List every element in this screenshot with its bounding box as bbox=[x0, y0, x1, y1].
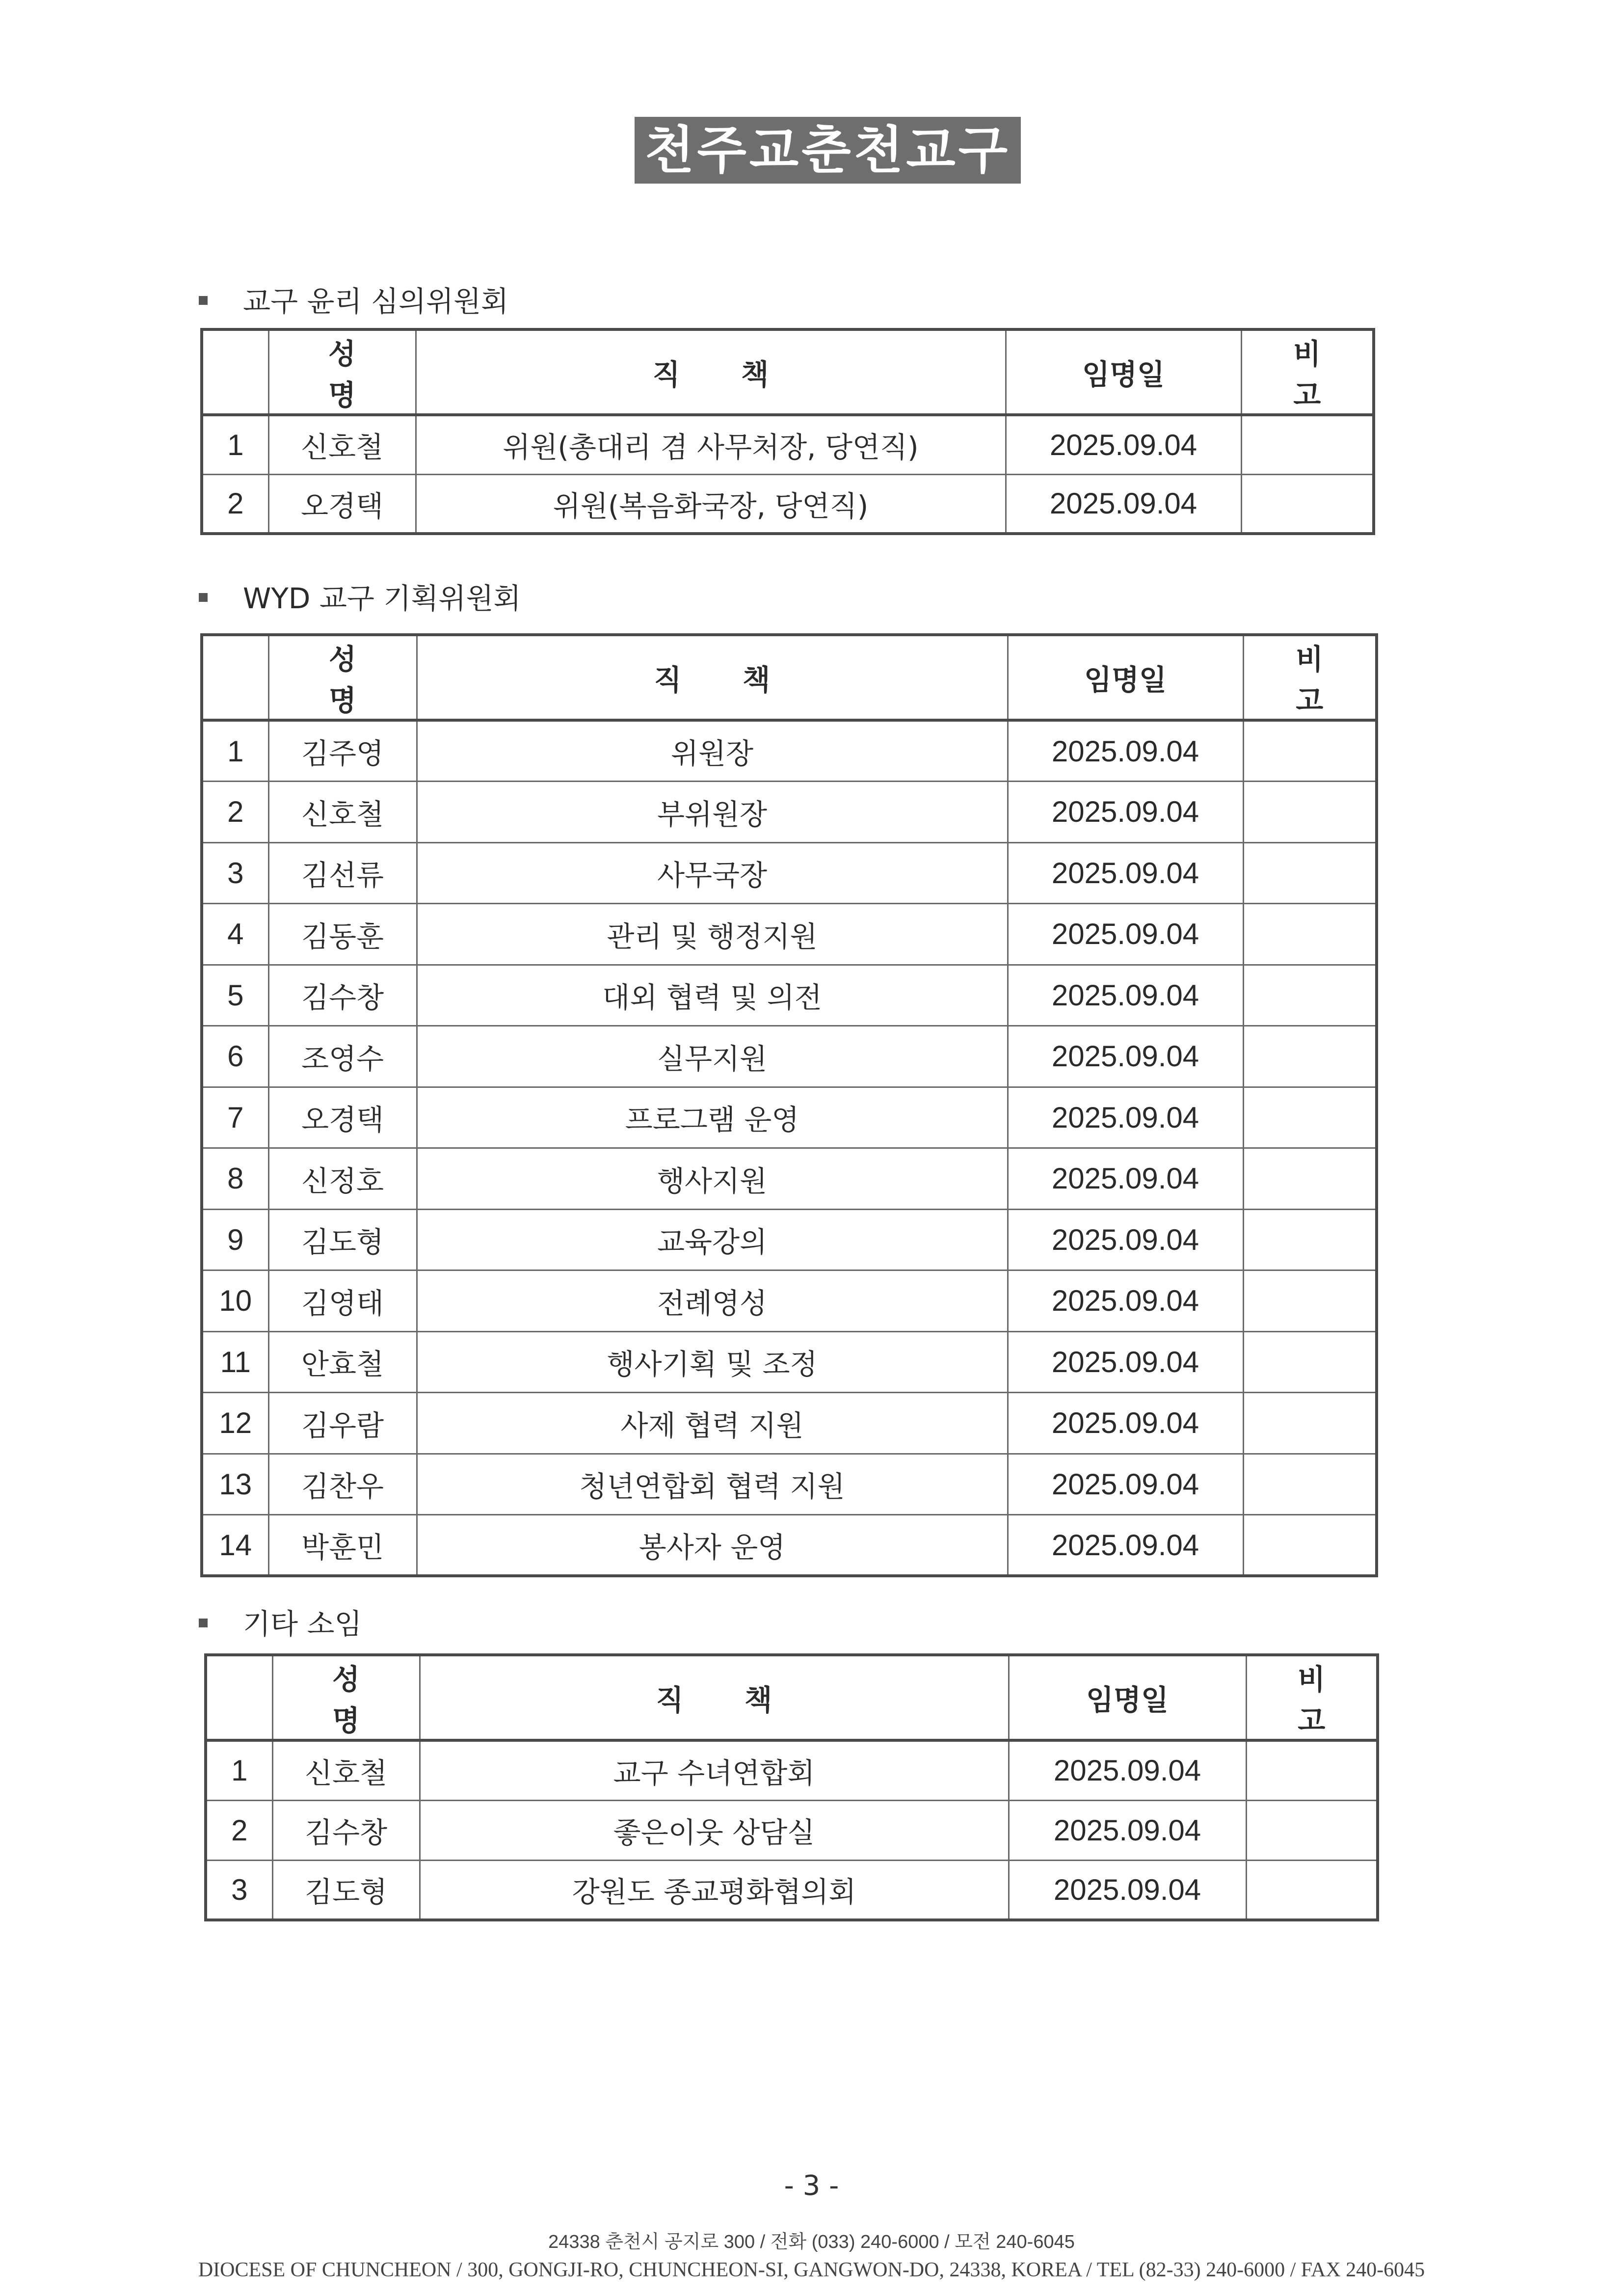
appointment-date: 2025.09.04 bbox=[1008, 1393, 1243, 1454]
section-title-ethics bbox=[199, 284, 508, 319]
row-number: 2 bbox=[206, 1800, 272, 1860]
appointment-date: 2025.09.04 bbox=[1008, 965, 1243, 1026]
remark-cell bbox=[1243, 720, 1377, 782]
member-duty: 사무국장 bbox=[417, 842, 1008, 904]
appointment-date: 2025.09.04 bbox=[1008, 904, 1243, 965]
row-number: 1 bbox=[202, 415, 268, 474]
member-duty: 전례영성 bbox=[417, 1270, 1008, 1332]
member-name: 김찬우 bbox=[268, 1454, 417, 1515]
section-title-wyd bbox=[199, 581, 521, 616]
member-name: 김영태 bbox=[268, 1270, 417, 1332]
appointment-date: 2025.09.04 bbox=[1009, 1800, 1246, 1860]
row-number: 11 bbox=[202, 1331, 268, 1393]
member-name: 김우람 bbox=[268, 1393, 417, 1454]
table-body bbox=[202, 415, 1374, 534]
row-number: 1 bbox=[206, 1740, 272, 1800]
member-name: 김주영 bbox=[268, 720, 417, 782]
table-row bbox=[202, 415, 1374, 474]
remark-cell bbox=[1243, 1515, 1377, 1576]
col-header-remark: 비 고 bbox=[1246, 1655, 1378, 1740]
col-header-no bbox=[206, 1655, 272, 1740]
member-duty: 프로그램 운영 bbox=[417, 1087, 1008, 1148]
section-title-text: WYD 교구 기획위원회 bbox=[243, 582, 521, 615]
remark-cell bbox=[1246, 1740, 1378, 1800]
row-number: 8 bbox=[202, 1148, 268, 1210]
remark-cell bbox=[1243, 1026, 1377, 1087]
member-name: 조영수 bbox=[268, 1026, 417, 1087]
remark-cell bbox=[1241, 415, 1374, 474]
row-number: 7 bbox=[202, 1087, 268, 1148]
member-duty: 위원(복음화국장, 당연직) bbox=[416, 474, 1006, 534]
section-title-text: 기타 소임 bbox=[243, 1607, 362, 1641]
member-name: 김도형 bbox=[272, 1860, 420, 1920]
row-number: 10 bbox=[202, 1270, 268, 1332]
col-header-remark: 비 고 bbox=[1241, 329, 1374, 415]
col-header-name: 성 명 bbox=[268, 635, 417, 720]
appointment-date: 2025.09.04 bbox=[1006, 415, 1241, 474]
table-row bbox=[202, 842, 1377, 904]
table-row bbox=[202, 1026, 1377, 1087]
table-row bbox=[202, 965, 1377, 1026]
member-duty: 좋은이웃 상담실 bbox=[420, 1800, 1009, 1860]
diocese-logo: 천주교춘천교구 bbox=[635, 117, 1021, 184]
table-row bbox=[202, 720, 1377, 782]
wyd-committee-table bbox=[200, 633, 1378, 1577]
bullet-square-icon bbox=[199, 296, 208, 305]
member-duty: 관리 및 행정지원 bbox=[417, 904, 1008, 965]
member-name: 신호철 bbox=[268, 415, 416, 474]
col-header-no bbox=[202, 329, 268, 415]
member-name: 김수창 bbox=[268, 965, 417, 1026]
member-name: 오경택 bbox=[268, 1087, 417, 1148]
row-number: 3 bbox=[206, 1860, 272, 1920]
table-row bbox=[202, 1454, 1377, 1515]
remark-cell bbox=[1243, 1393, 1377, 1454]
member-name: 신호철 bbox=[268, 782, 417, 843]
appointment-date: 2025.09.04 bbox=[1008, 1515, 1243, 1576]
member-name: 김선류 bbox=[268, 842, 417, 904]
table-body bbox=[202, 720, 1377, 1576]
member-name: 김수창 bbox=[272, 1800, 420, 1860]
remark-cell bbox=[1243, 1209, 1377, 1270]
remark-cell bbox=[1243, 842, 1377, 904]
appointment-date: 2025.09.04 bbox=[1008, 720, 1243, 782]
appointment-date: 2025.09.04 bbox=[1008, 1454, 1243, 1515]
member-duty: 청년연합회 협력 지원 bbox=[417, 1454, 1008, 1515]
member-duty: 실무지원 bbox=[417, 1026, 1008, 1087]
member-name: 김도형 bbox=[268, 1209, 417, 1270]
member-duty: 강원도 종교평화협의회 bbox=[420, 1860, 1009, 1920]
section-title-other-duties bbox=[199, 1606, 362, 1642]
member-duty: 교육강의 bbox=[417, 1209, 1008, 1270]
member-name: 박훈민 bbox=[268, 1515, 417, 1576]
bullet-square-icon bbox=[199, 593, 208, 602]
member-name: 신호철 bbox=[272, 1740, 420, 1800]
table-row bbox=[202, 474, 1374, 534]
remark-cell bbox=[1243, 782, 1377, 843]
col-header-duty: 직 책 bbox=[416, 329, 1006, 415]
member-duty: 부위원장 bbox=[417, 782, 1008, 843]
ethics-committee-table bbox=[200, 328, 1375, 535]
table-row bbox=[206, 1860, 1378, 1920]
member-duty: 사제 협력 지원 bbox=[417, 1393, 1008, 1454]
member-duty: 위원장 bbox=[417, 720, 1008, 782]
member-name: 안효철 bbox=[268, 1331, 417, 1393]
table-row bbox=[202, 1515, 1377, 1576]
member-name: 신정호 bbox=[268, 1148, 417, 1210]
row-number: 14 bbox=[202, 1515, 268, 1576]
remark-cell bbox=[1243, 1454, 1377, 1515]
row-number: 13 bbox=[202, 1454, 268, 1515]
appointment-date: 2025.09.04 bbox=[1008, 1331, 1243, 1393]
appointment-date: 2025.09.04 bbox=[1008, 1209, 1243, 1270]
table-body bbox=[206, 1740, 1378, 1920]
row-number: 5 bbox=[202, 965, 268, 1026]
footer-address-korean: 24338 춘천시 공지로 300 / 전화 (033) 240-6000 / 모전 240-6045 bbox=[548, 2232, 1075, 2252]
remark-cell bbox=[1243, 965, 1377, 1026]
table-row bbox=[202, 1148, 1377, 1210]
bullet-square-icon bbox=[199, 1619, 208, 1627]
member-duty: 위원(총대리 겸 사무처장, 당연직) bbox=[416, 415, 1006, 474]
appointment-date: 2025.09.04 bbox=[1006, 474, 1241, 534]
table-row bbox=[202, 904, 1377, 965]
table-row bbox=[202, 782, 1377, 843]
page-number: - 3 - bbox=[784, 2170, 839, 2202]
member-duty: 봉사자 운영 bbox=[417, 1515, 1008, 1576]
table-row bbox=[202, 1270, 1377, 1332]
col-header-date: 임명일 bbox=[1006, 329, 1241, 415]
remark-cell bbox=[1243, 1148, 1377, 1210]
appointment-date: 2025.09.04 bbox=[1008, 1026, 1243, 1087]
remark-cell bbox=[1246, 1800, 1378, 1860]
row-number: 2 bbox=[202, 782, 268, 843]
remark-cell bbox=[1243, 1087, 1377, 1148]
remark-cell bbox=[1241, 474, 1374, 534]
appointment-date: 2025.09.04 bbox=[1009, 1740, 1246, 1800]
col-header-date: 임명일 bbox=[1009, 1655, 1246, 1740]
table-row bbox=[206, 1800, 1378, 1860]
section-title-text: 교구 윤리 심의위원회 bbox=[243, 285, 509, 318]
table-row bbox=[202, 1209, 1377, 1270]
table-row bbox=[206, 1740, 1378, 1800]
table-row bbox=[202, 1331, 1377, 1393]
member-duty: 교구 수녀연합회 bbox=[420, 1740, 1009, 1800]
appointment-date: 2025.09.04 bbox=[1009, 1860, 1246, 1920]
row-number: 9 bbox=[202, 1209, 268, 1270]
col-header-duty: 직 책 bbox=[417, 635, 1008, 720]
remark-cell bbox=[1243, 1270, 1377, 1332]
appointment-date: 2025.09.04 bbox=[1008, 782, 1243, 843]
member-duty: 행사지원 bbox=[417, 1148, 1008, 1210]
table-row bbox=[202, 1087, 1377, 1148]
col-header-remark: 비 고 bbox=[1243, 635, 1377, 720]
col-header-name: 성 명 bbox=[268, 329, 416, 415]
other-duties-table bbox=[204, 1653, 1379, 1921]
appointment-date: 2025.09.04 bbox=[1008, 842, 1243, 904]
remark-cell bbox=[1243, 1331, 1377, 1393]
appointment-date: 2025.09.04 bbox=[1008, 1087, 1243, 1148]
appointment-date: 2025.09.04 bbox=[1008, 1148, 1243, 1210]
appointment-date: 2025.09.04 bbox=[1008, 1270, 1243, 1332]
member-duty: 행사기획 및 조정 bbox=[417, 1331, 1008, 1393]
remark-cell bbox=[1246, 1860, 1378, 1920]
col-header-name: 성 명 bbox=[272, 1655, 420, 1740]
row-number: 12 bbox=[202, 1393, 268, 1454]
row-number: 6 bbox=[202, 1026, 268, 1087]
row-number: 2 bbox=[202, 474, 268, 534]
remark-cell bbox=[1243, 904, 1377, 965]
row-number: 1 bbox=[202, 720, 268, 782]
member-name: 김동훈 bbox=[268, 904, 417, 965]
footer-address-english: DIOCESE OF CHUNCHEON / 300, GONGJI-RO, CHUNCHEON-SI, GANGWON-DO, 24338, KOREA / TEL (82-33) 240-6000 / FAX 240-6045 bbox=[198, 2259, 1425, 2281]
row-number: 4 bbox=[202, 904, 268, 965]
row-number: 3 bbox=[202, 842, 268, 904]
col-header-date: 임명일 bbox=[1008, 635, 1243, 720]
member-duty: 대외 협력 및 의전 bbox=[417, 965, 1008, 1026]
table-row bbox=[202, 1393, 1377, 1454]
col-header-no bbox=[202, 635, 268, 720]
member-name: 오경택 bbox=[268, 474, 416, 534]
col-header-duty: 직 책 bbox=[420, 1655, 1009, 1740]
